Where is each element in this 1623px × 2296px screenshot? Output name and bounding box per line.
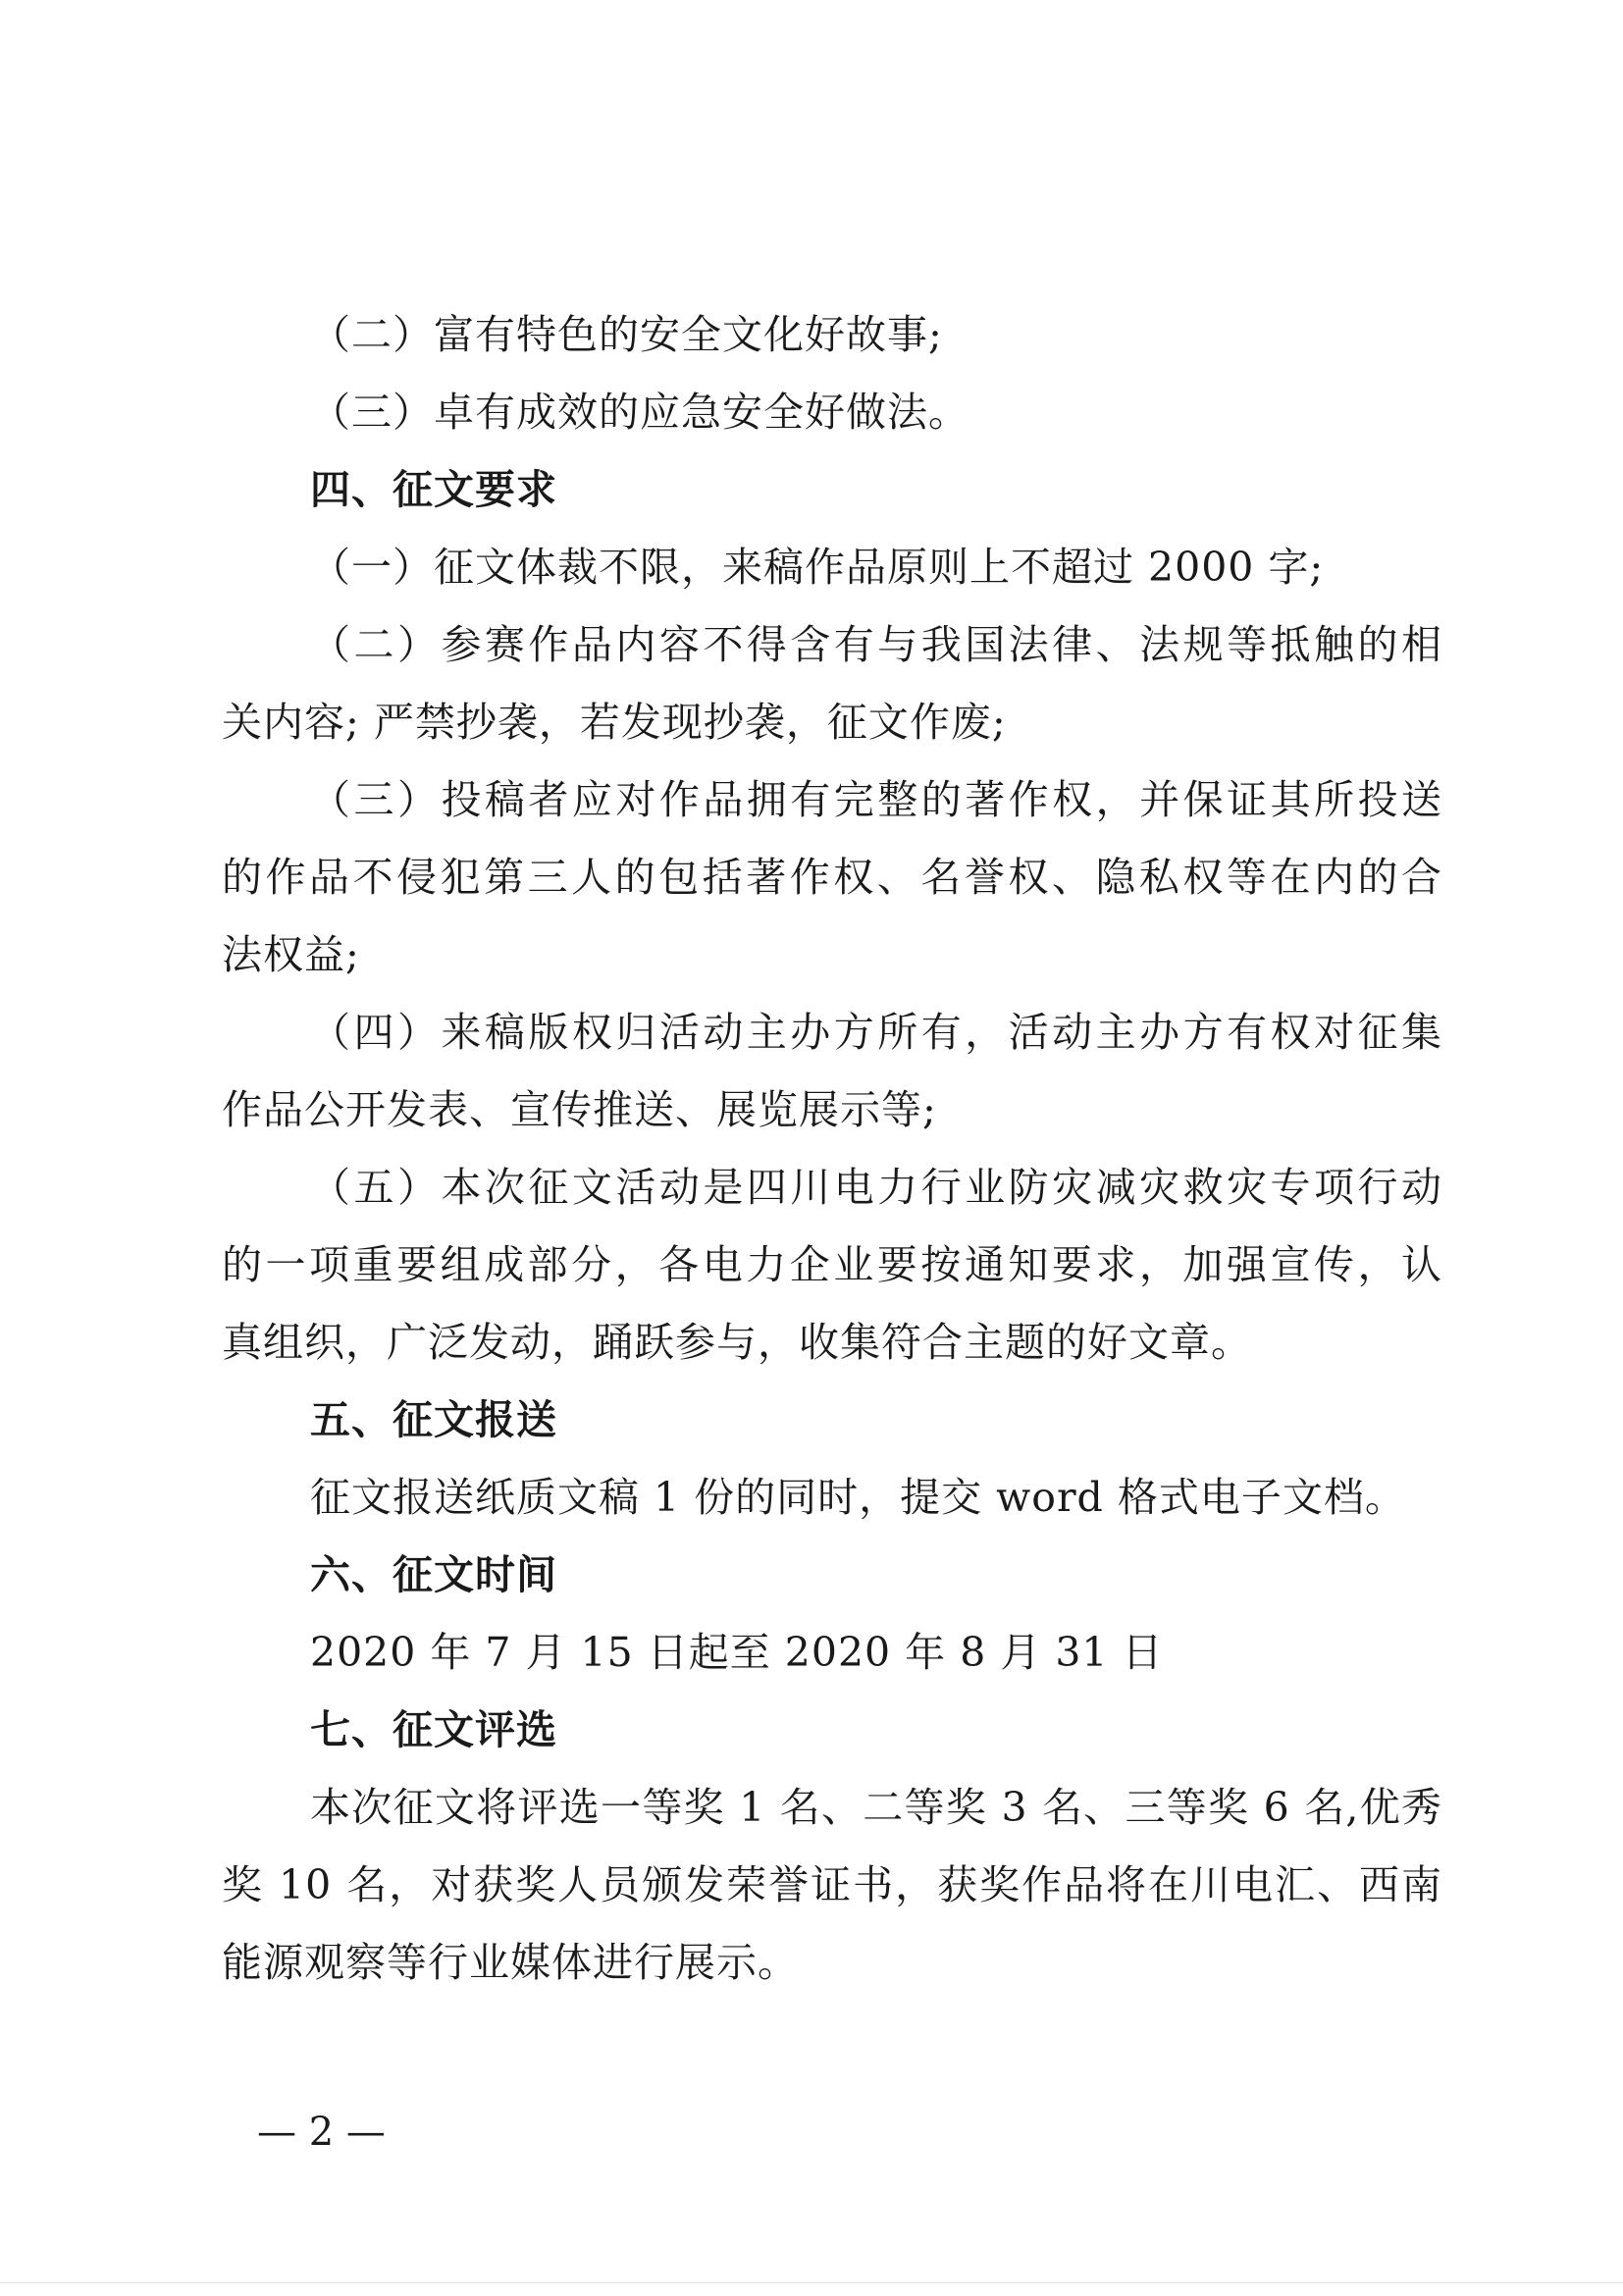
paragraph-line: 作品公开发表、宣传推送、展览展示等;	[222, 1086, 937, 1133]
paragraph-line: 法权益;	[222, 931, 360, 978]
paragraph-line: （五）本次征文活动是四川电力行业防灾减灾救灾专项行动	[310, 1164, 1442, 1211]
paragraph-line: （一）征文体裁不限，来稿作品原则上不超过 2000 字;	[310, 544, 1325, 591]
paragraph-line: （二）富有特色的安全文化好故事;	[310, 311, 943, 358]
paragraph-line: 征文报送纸质文稿 1 份的同时，提交 word 格式电子文档。	[310, 1474, 1406, 1521]
paragraph-line: 本次征文将评选一等奖 1 名、二等奖 3 名、三等奖 6 名,优秀	[310, 1784, 1442, 1831]
paragraph-line: 真组织，广泛发动，踊跃参与，收集符合主题的好文章。	[222, 1319, 1252, 1366]
paragraph-line: 关内容; 严禁抄袭，若发现抄袭，征文作废;	[222, 699, 1007, 746]
paragraph-line: 的一项重要组成部分，各电力企业要按通知要求，加强宣传，认	[222, 1241, 1442, 1288]
paragraph-line: （三）卓有成效的应急安全好做法。	[310, 389, 969, 436]
document-body	[222, 296, 1442, 2002]
section-heading: 五、征文报送	[310, 1396, 557, 1443]
paragraph-line: 2020 年 7 月 15 日起至 2020 年 8 月 31 日	[310, 1629, 1164, 1676]
paragraph-line: （三）投稿者应对作品拥有完整的著作权，并保证其所投送	[310, 776, 1442, 823]
paragraph-line: 奖 10 名，对获奖人员颁发荣誉证书，获奖作品将在川电汇、西南	[222, 1861, 1442, 1908]
section-heading: 七、征文评选	[310, 1706, 557, 1753]
paragraph-line: 能源观察等行业媒体进行展示。	[222, 1939, 799, 1986]
page-number: — 2 —	[257, 2110, 386, 2155]
section-heading: 六、征文时间	[310, 1551, 557, 1598]
paragraph-line: （四）来稿版权归活动主办方所有，活动主办方有权对征集	[310, 1009, 1442, 1056]
paragraph-line: 的作品不侵犯第三人的包括著作权、名誉权、隐私权等在内的合	[222, 854, 1442, 901]
page-bottom-edge	[0, 2282, 1623, 2283]
paragraph-line: （二）参赛作品内容不得含有与我国法律、法规等抵触的相	[310, 621, 1442, 668]
section-heading: 四、征文要求	[310, 466, 557, 513]
